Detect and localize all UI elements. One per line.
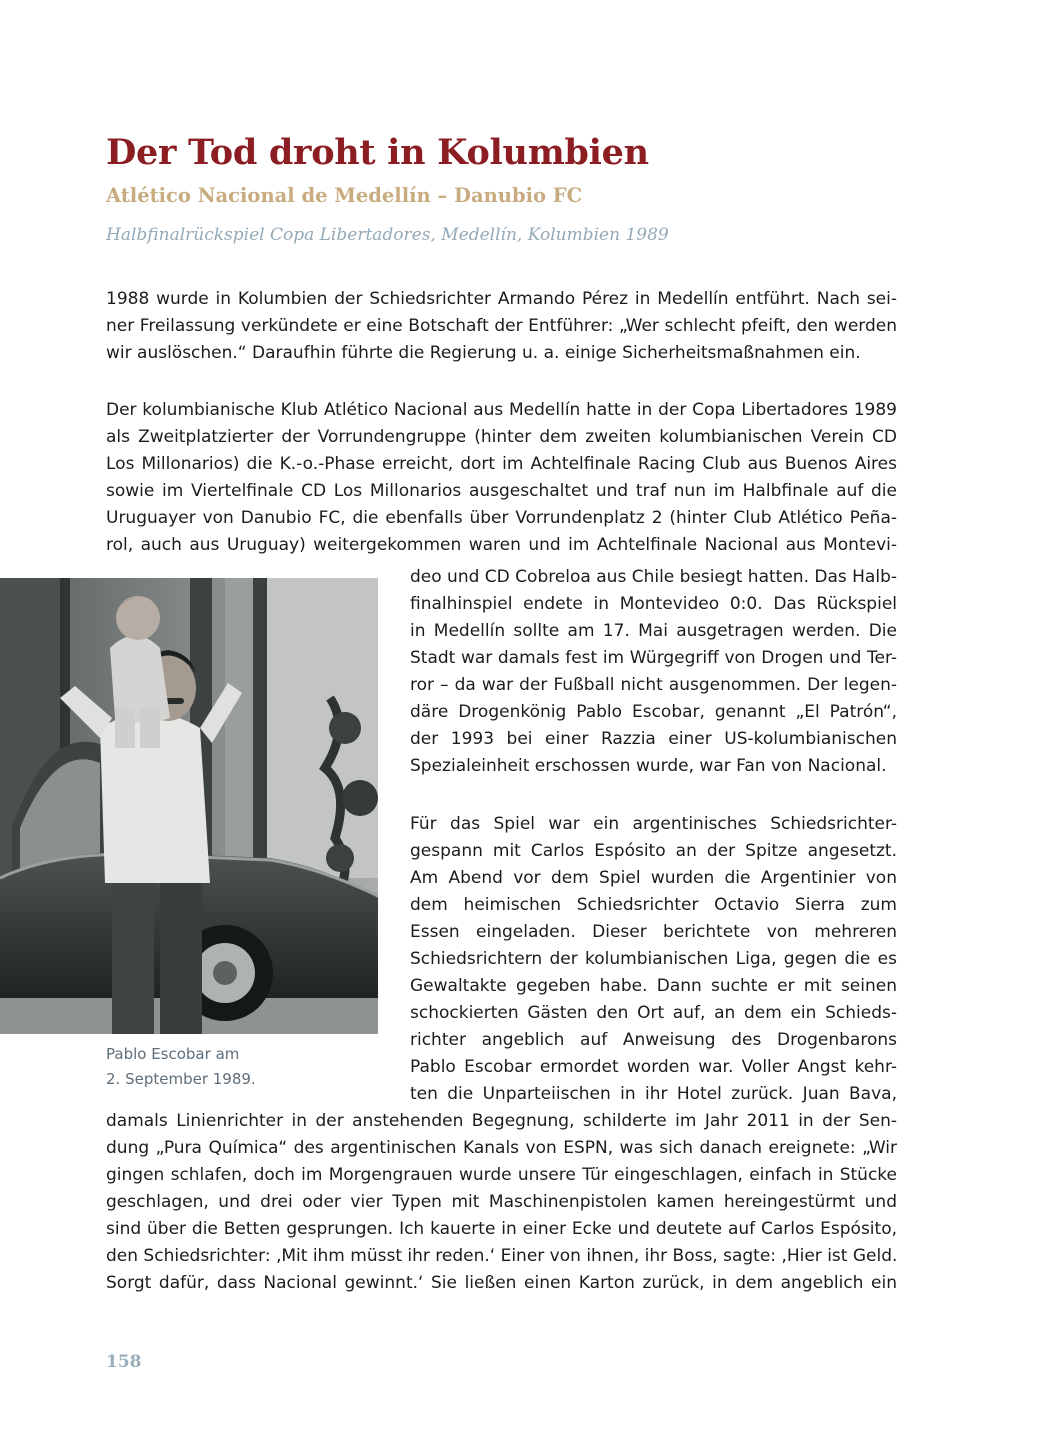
body-text-line: gingen schlafen, doch im Morgengrauen wurde unsere Tür eingeschlagen, einfach in Stücke — [106, 1165, 897, 1185]
body-text-line: Schiedsrichtern der kolumbianischen Liga, gegen die es — [410, 949, 897, 969]
body-text-line: 1988 wurde in Kolumbien der Schiedsrichter Armando Pérez in Medellín entführt. Nach sei- — [106, 289, 897, 309]
match-teams-subtitle: Atlético Nacional de Medellín – Danubio FC — [106, 184, 583, 207]
body-text-line: Für das Spiel war ein argentinisches Schiedsrichter- — [410, 814, 897, 834]
body-text-line: ner Freilassung verkündete er eine Botschaft der Entführer: „Wer schlecht pfeift, den werden — [106, 316, 897, 336]
body-text-line: Los Millonarios) die K.-o.-Phase erreicht, dort im Achtelfinale Racing Club aus Buenos Aires — [106, 454, 897, 474]
body-text-line: ror – da war der Fußball nicht ausgenommen. Der legen- — [410, 675, 897, 695]
body-text-line: dem heimischen Schiedsrichter Octavio Sierra zum — [410, 895, 897, 915]
body-text-line: gespann mit Carlos Espósito an der Spitze angesetzt. — [410, 841, 897, 861]
body-text-line: sowie im Viertelfinale CD Los Millonarios ausgeschaltet und traf nun im Halbfinale auf die — [106, 481, 897, 501]
body-text-line: Pablo Escobar ermordet worden war. Voller Angst kehr- — [410, 1057, 897, 1077]
body-text-line: wir auslöschen.“ Daraufhin führte die Regierung u. a. einige Sicherheitsmaßnahmen ein. — [106, 343, 861, 363]
body-text-line: damals Linienrichter in der anstehenden Begegnung, schilderte im Jahr 2011 in der Sen- — [106, 1111, 897, 1131]
body-text-line: rol, auch aus Uruguay) weitergekommen waren und im Achtelfinale Nacional aus Montevi- — [106, 535, 897, 555]
body-text-line: als Zweitplatzierter der Vorrundengruppe (hinter dem zweiten kolumbianischen Verein CD — [106, 427, 897, 447]
body-text-line: schockierten Gästen den Ort auf, an dem ein Schieds- — [410, 1003, 897, 1023]
body-text-line: geschlagen, und drei oder vier Typen mit Maschinenpistolen kamen hereingestürmt und — [106, 1192, 897, 1212]
body-text-line: den Schiedsrichter: ‚Mit ihm müsst ihr reden.‘ Einer von ihnen, ihr Boss, sagte: ‚Hier ist Geld. — [106, 1246, 898, 1266]
body-text-line: Spezialeinheit erschossen wurde, war Fan von Nacional. — [410, 756, 887, 776]
body-text-line: Essen eingeladen. Dieser berichtete von mehreren — [410, 922, 897, 942]
chapter-title: Der Tod droht in Kolumbien — [106, 132, 649, 173]
photo-caption-line: 2. September 1989. — [106, 1070, 256, 1088]
body-text-line: Der kolumbianische Klub Atlético Nacional aus Medellín hatte in der Copa Libertadores 1989 — [106, 400, 897, 420]
body-text-line: Uruguayer von Danubio FC, die ebenfalls über Vorrundenplatz 2 (hinter Club Atlético Peña- — [106, 508, 897, 528]
body-text-line: Am Abend vor dem Spiel wurden die Argentinier von — [410, 868, 897, 888]
photo-caption-line: Pablo Escobar am — [106, 1045, 240, 1063]
body-text-line: dung „Pura Química“ des argentinischen Kanals von ESPN, was sich danach ereignete: „Wir — [106, 1138, 897, 1158]
body-text-line: finalhinspiel endete in Montevideo 0:0. Das Rückspiel — [410, 594, 897, 614]
escobar-photo — [0, 578, 378, 1034]
body-text-line: in Medellín sollte am 17. Mai ausgetragen werden. Die — [410, 621, 897, 641]
body-text-line: däre Drogenkönig Pablo Escobar, genannt „El Patrón“, — [410, 702, 897, 722]
page-number: 158 — [106, 1352, 142, 1372]
body-text-line: Stadt war damals fest im Würgegriff von Drogen und Ter- — [410, 648, 897, 668]
body-text-line: der 1993 bei einer Razzia einer US-kolumbianischen — [410, 729, 897, 749]
body-text-line: sind über die Betten gesprungen. Ich kauerte in einer Ecke und deutete auf Carlos Espósito, — [106, 1219, 897, 1239]
body-text-line: richter angeblich auf Anweisung des Drogenbarons — [410, 1030, 897, 1050]
body-text-line: Sorgt dafür, dass Nacional gewinnt.‘ Sie ließen einen Karton zurück, in dem angeblich ein — [106, 1273, 897, 1293]
body-text-line: Gewaltakte gegeben habe. Dann suchte er mit seinen — [410, 976, 897, 996]
body-text-line: ten die Unparteiischen in ihr Hotel zurück. Juan Bava, — [410, 1084, 897, 1104]
match-info-line: Halbfinalrückspiel Copa Libertadores, Medellín, Kolumbien 1989 — [106, 225, 669, 245]
body-text-line: deo und CD Cobreloa aus Chile besiegt hatten. Das Halb- — [410, 567, 897, 587]
